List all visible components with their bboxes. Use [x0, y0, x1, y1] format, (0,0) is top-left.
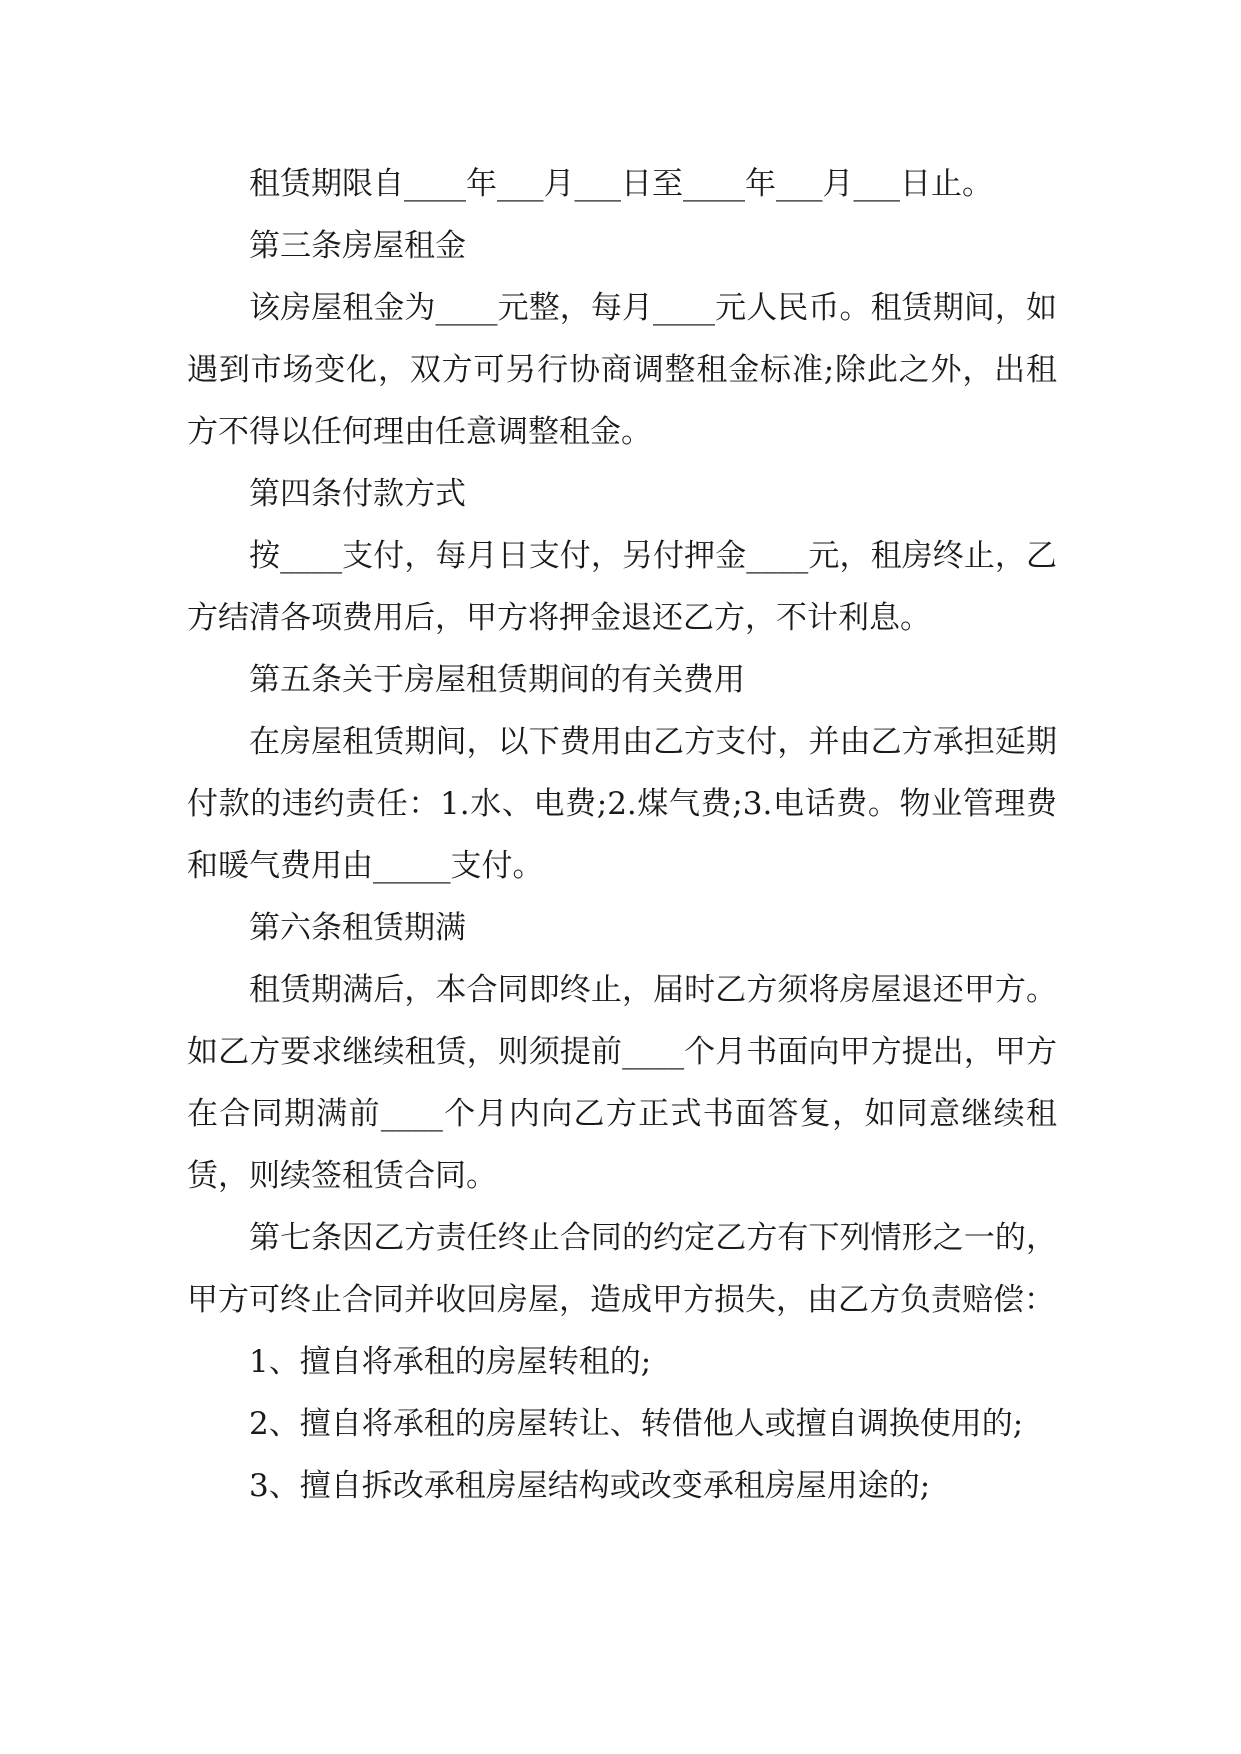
article-4-paragraph: 按____支付，每月日支付，另付押金____元，租房终止，乙方结清各项费用后，甲方将押金退还乙方，不计利息。 [187, 538, 1057, 636]
document-body [187, 153, 1057, 1517]
article-6-paragraph: 租赁期满后，本合同即终止，届时乙方须将房屋退还甲方。如乙方要求继续租赁，则须提前____个月书面向甲方提出，甲方在合同期满前____个月内向乙方正式书面答复，如同意继续租赁，则续签租赁合同。 [187, 972, 1057, 1194]
lease-term-paragraph: 租赁期限自____年___月___日至____年___月___日止。 [249, 166, 993, 202]
list-item: 1、擅自将承租的房屋转租的; [249, 1344, 652, 1380]
article-6-heading: 第六条租赁期满 [249, 910, 466, 946]
article-4-heading: 第四条付款方式 [249, 476, 466, 512]
article-5-paragraph: 在房屋租赁期间，以下费用由乙方支付，并由乙方承担延期付款的违约责任：1.水、电费;2.煤气费;3.电话费。物业管理费和暖气费用由_____支付。 [187, 724, 1057, 884]
article-3-heading: 第三条房屋租金 [249, 228, 466, 264]
article-5-heading: 第五条关于房屋租赁期间的有关费用 [249, 662, 745, 698]
article-3-paragraph: 该房屋租金为____元整，每月____元人民币。租赁期间，如遇到市场变化，双方可另行协商调整租金标准;除此之外，出租方不得以任何理由任意调整租金。 [187, 290, 1057, 450]
article-7-paragraph: 第七条因乙方责任终止合同的约定乙方有下列情形之一的，甲方可终止合同并收回房屋，造成甲方损失，由乙方负责赔偿： [187, 1220, 1057, 1318]
list-item: 2、擅自将承租的房屋转让、转借他人或擅自调换使用的; [249, 1406, 1024, 1442]
list-item: 3、擅自拆改承租房屋结构或改变承租房屋用途的; [249, 1468, 931, 1504]
